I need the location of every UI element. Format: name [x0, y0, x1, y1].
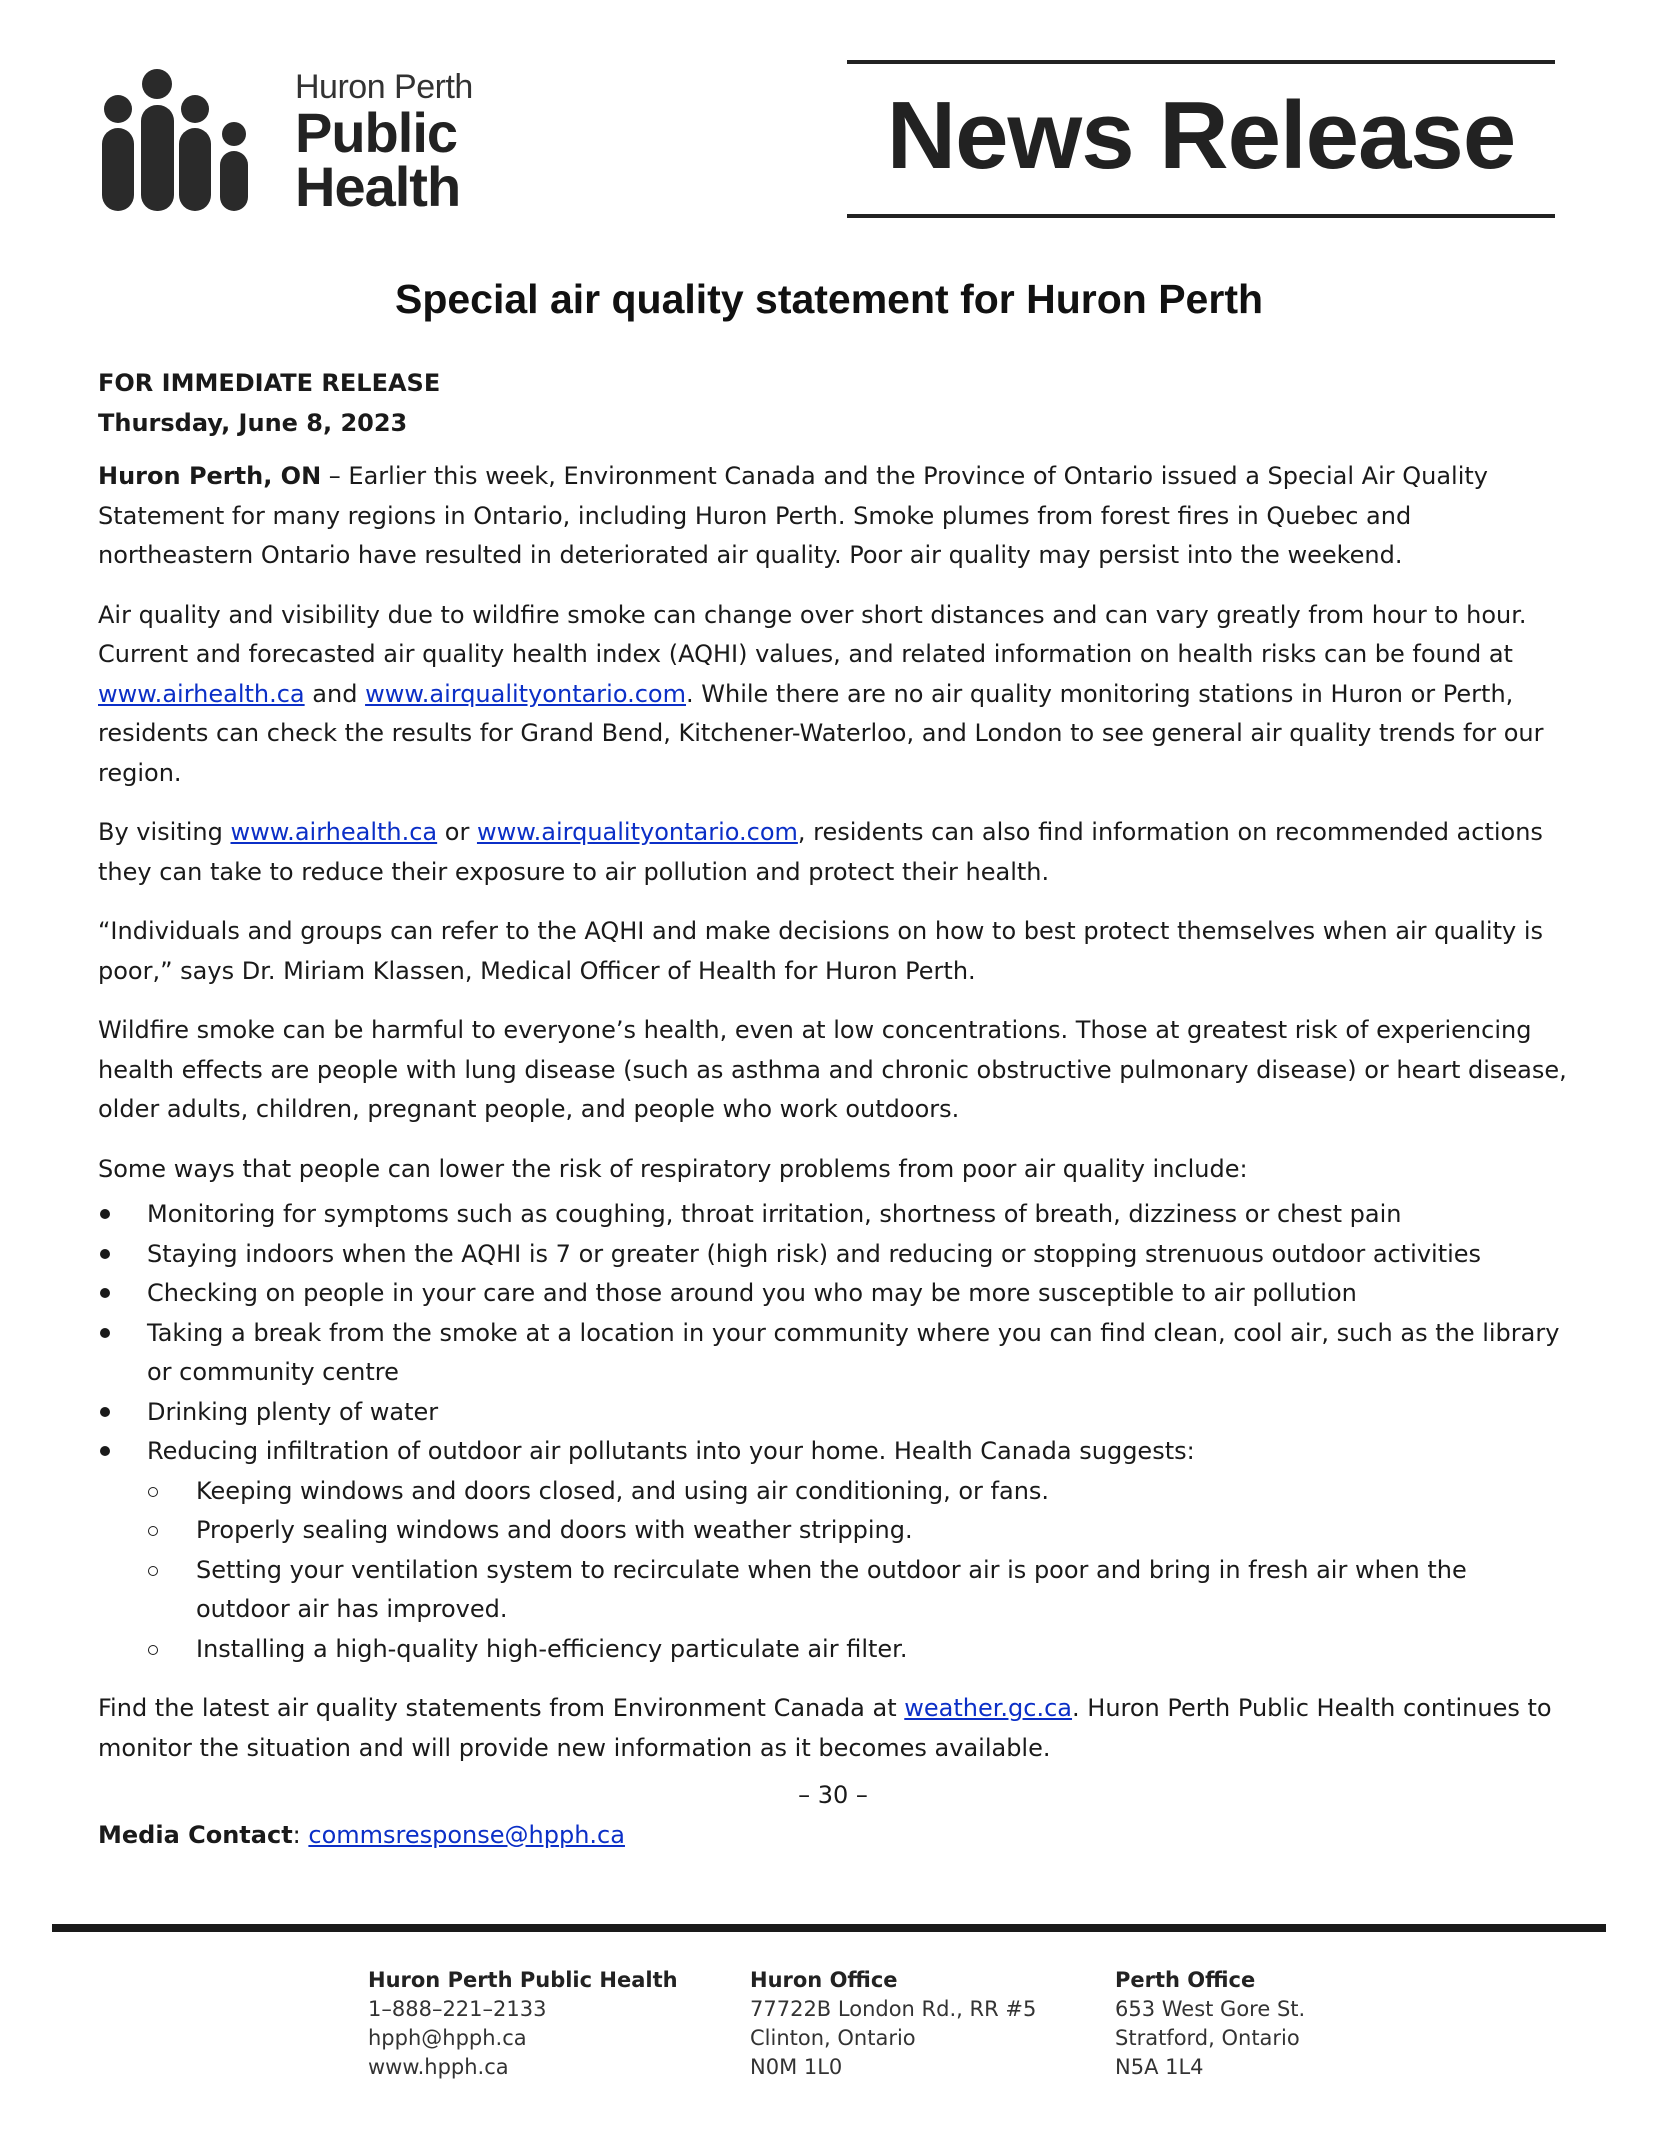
sub-list-item: Installing a high-quality high-efficiency particulate air filter.	[98, 1630, 1568, 1670]
footer-huron-postal: N0M 1L0	[750, 2055, 843, 2079]
aqhi-text-c: . While there are no air quality monitoring stations in Huron or Perth, residents can check the results for Grand Bend, Kitchener-Waterloo, and London to see general air quality trends for our region.	[98, 679, 1544, 787]
footer-perth-city: Stratford, Ontario	[1115, 2026, 1300, 2050]
aqhi-text-a: Air quality and visibility due to wildfire smoke can change over short distances and can vary greatly from hour to hour. Current and forecasted air quality health index (AQHI) values, and related information on health risks can be found at	[98, 600, 1527, 668]
logo-line-health: Health	[295, 155, 461, 218]
media-contact-email-link[interactable]: commsresponse@hpph.ca	[308, 1820, 625, 1849]
footer-huron-street: 77722B London Rd., RR #5	[750, 1997, 1037, 2021]
airhealth-link-2[interactable]: www.airhealth.ca	[230, 818, 438, 846]
visiting-text-a: By visiting	[98, 818, 231, 846]
weather-gc-link[interactable]: weather.gc.ca	[904, 1694, 1073, 1722]
footer-website: www.hpph.ca	[368, 2055, 509, 2079]
paragraph-aqhi	[98, 596, 1568, 794]
recommendations-list	[98, 1195, 1568, 1669]
footer-huron-city: Clinton, Ontario	[750, 2026, 916, 2050]
news-release-banner	[847, 60, 1555, 218]
aqhi-text-b: and	[304, 679, 366, 708]
list-item: Staying indoors when the AQHI is 7 or greater (high risk) and reducing or stopping strenuous outdoor activities	[98, 1235, 1568, 1275]
health-canada-suggestions	[98, 1472, 1568, 1670]
list-item-text: Reducing infiltration of outdoor air pollutants into your home. Health Canada suggests:	[147, 1437, 1195, 1465]
release-label: FOR IMMEDIATE RELEASE	[98, 369, 441, 397]
intro-text: – Earlier this week, Environment Canada and the Province of Ontario issued a Special Air Quality Statement for many regions in Ontario, including Huron Perth. Smoke plumes from forest fires in Quebec and northeastern Ontario have resulted in deteriorated air quality. Poor air quality may persist into the weekend.	[98, 462, 1488, 569]
list-item: Taking a break from the smoke at a location in your community where you can find clean, cool air, such as the library or community centre	[98, 1314, 1568, 1393]
footer-huron-heading: Huron Office	[750, 1968, 898, 1992]
airhealth-link[interactable]: www.airhealth.ca	[98, 679, 305, 708]
sub-list-item: Properly sealing windows and doors with weather stripping.	[98, 1511, 1568, 1551]
media-contact	[98, 1816, 1568, 1856]
document-title: Special air quality statement for Huron Perth	[394, 276, 1264, 322]
latest-text-b: . Huron Perth Public Health continues to monitor the situation and will provide new information as it becomes available.	[98, 1694, 1552, 1762]
release-header	[98, 364, 1568, 443]
sub-list-item: Keeping windows and doors closed, and using air conditioning, or fans.	[98, 1472, 1568, 1512]
logo-line-huron-perth: Huron Perth	[295, 68, 473, 106]
footer-perth-heading: Perth Office	[1115, 1968, 1256, 1992]
dateline: Huron Perth, ON	[98, 462, 322, 490]
release-date: Thursday, June 8, 2023	[98, 408, 408, 437]
people-figures-icon	[100, 68, 290, 218]
list-item-reducing	[98, 1432, 1568, 1669]
media-contact-label: Media Contact	[98, 1820, 293, 1849]
footer-perth-office	[1115, 1966, 1305, 2082]
paragraph-quote: “Individuals and groups can refer to the AQHI and make decisions on how to best protect themselves when air quality is poor,” says Dr. Miriam Klassen, Medical Officer of Health for Huron Perth.	[98, 917, 1544, 985]
visiting-text-b: or	[437, 818, 477, 846]
paragraph-ways-intro: Some ways that people can lower the risk of respiratory problems from poor air quality include:	[98, 1154, 1248, 1183]
media-contact-sep: :	[292, 1820, 309, 1849]
press-release-body	[98, 364, 1568, 1855]
footer-hpph-heading: Huron Perth Public Health	[368, 1968, 678, 1992]
visiting-text-c: , residents can also find information on recommended actions they can take to reduce their exposure to air pollution and protect their health.	[98, 818, 1543, 886]
footer-hpph	[368, 1966, 678, 2082]
list-item: Checking on people in your care and those around you who may be more susceptible to air pollution	[98, 1274, 1568, 1314]
hpph-logo	[100, 68, 520, 218]
paragraph-visiting	[98, 813, 1568, 892]
sub-list-item: Setting your ventilation system to recirculate when the outdoor air is poor and bring in fresh air when the outdoor air has improved.	[98, 1551, 1568, 1630]
airqualityontario-link[interactable]: www.airqualityontario.com	[365, 679, 686, 708]
news-release-title: News Release	[886, 82, 1516, 189]
airqualityontario-link-2[interactable]: www.airqualityontario.com	[476, 818, 798, 846]
latest-text-a: Find the latest air quality statements from Environment Canada at	[98, 1694, 905, 1722]
list-item: Monitoring for symptoms such as coughing, throat irritation, shortness of breath, dizziness or chest pain	[98, 1195, 1568, 1235]
footer-email: hpph@hpph.ca	[368, 2026, 527, 2050]
paragraph-latest	[98, 1689, 1568, 1768]
footer-phone: 1–888–221–2133	[368, 1997, 547, 2021]
paragraph-risk: Wildfire smoke can be harmful to everyone’s health, even at low concentrations. Those at greatest risk of experiencing health effects are people with lung disease (such as asthma and chronic obstructive pulmonary disease) or heart disease, older adults, children, pregnant people, and people who work outdoors.	[98, 1016, 1567, 1123]
footer-perth-postal: N5A 1L4	[1115, 2055, 1204, 2079]
logo-wordmark	[295, 68, 473, 218]
list-item: Drinking plenty of water	[98, 1393, 1568, 1433]
end-mark: – 30 –	[798, 1781, 868, 1809]
footer-perth-street: 653 West Gore St.	[1115, 1997, 1306, 2021]
footer-divider	[52, 1924, 1606, 1932]
logo-line-public: Public	[295, 101, 458, 164]
paragraph-intro	[98, 457, 1568, 576]
footer-huron-office	[750, 1966, 1036, 2082]
